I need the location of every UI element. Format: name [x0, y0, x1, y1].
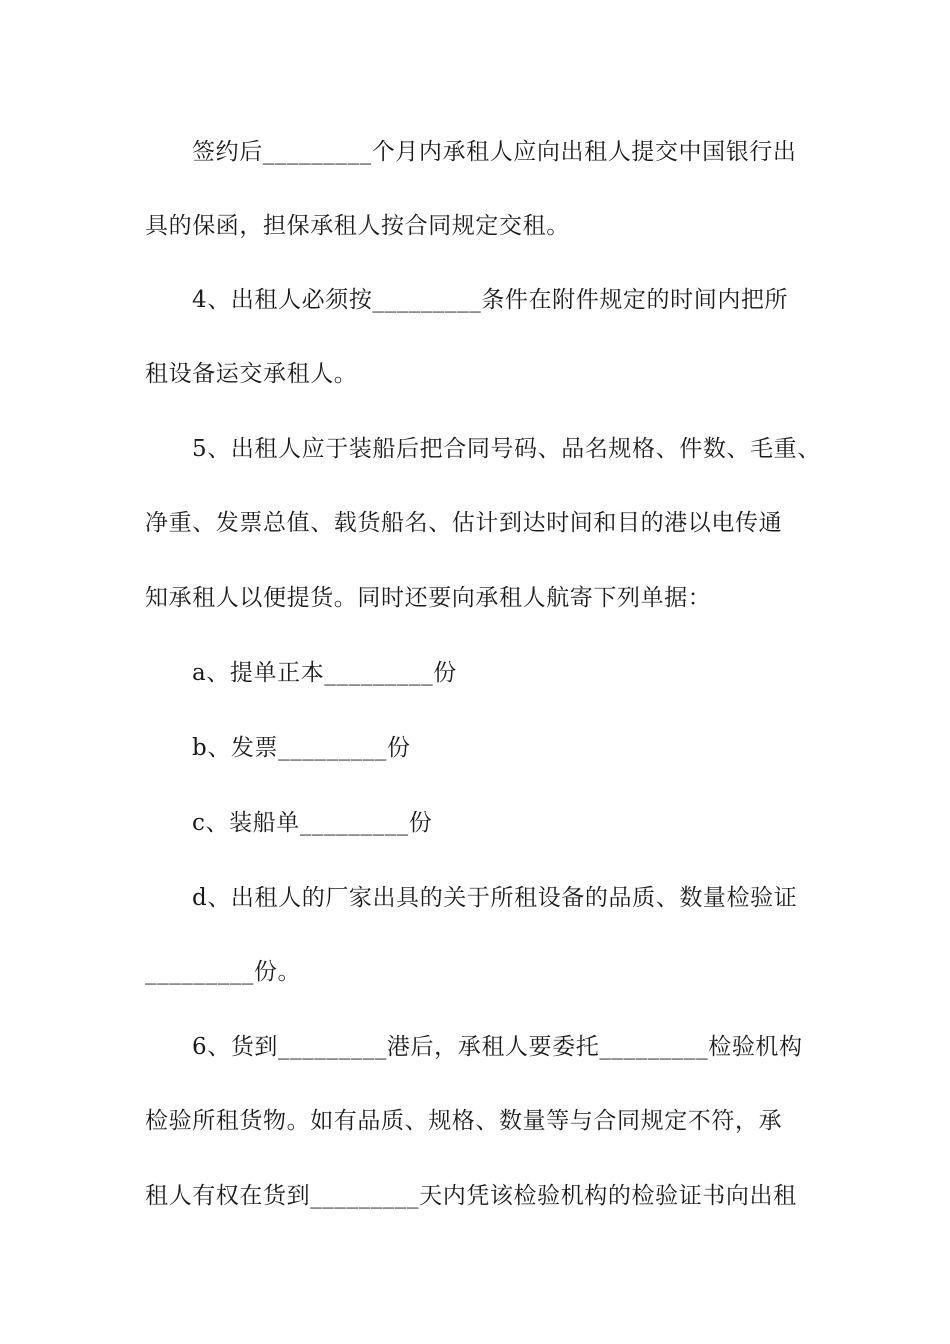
list-item-b: b、发票_________份: [192, 735, 411, 761]
list-item-a: a、提单正本_________份: [192, 660, 457, 686]
paragraph-line-6: 净重、发票总值、载货船名、估计到达时间和目的港以电传通: [145, 510, 783, 536]
list-item-c: c、装船单_________份: [192, 810, 433, 836]
paragraph-line-9: 检验所租货物。如有品质、规格、数量等与合同规定不符，承: [145, 1108, 783, 1134]
list-item-d: d、出租人的厂家出具的关于所租设备的品质、数量检验证: [192, 885, 798, 911]
paragraph-line-5: 5、出租人应于装船后把合同号码、品名规格、件数、毛重、: [192, 436, 821, 462]
paragraph-line-1: 签约后_________个月内承租人应向出租人提交中国银行出: [192, 139, 797, 165]
list-item-d-continued: _________份。: [145, 959, 302, 985]
paragraph-line-7: 知承租人以便提货。同时还要向承租人航寄下列单据：: [145, 585, 712, 611]
paragraph-line-8: 6、货到_________港后，承租人要委托_________检验机构: [192, 1034, 803, 1060]
paragraph-line-4: 租设备运交承租人。: [145, 361, 358, 387]
paragraph-line-3: 4、出租人必须按_________条件在附件规定的时间内把所: [192, 287, 789, 313]
paragraph-line-2: 具的保函，担保承租人按合同规定交租。: [145, 213, 570, 239]
paragraph-line-10: 租人有权在货到_________天内凭该检验机构的检验证书向出租: [145, 1183, 797, 1209]
